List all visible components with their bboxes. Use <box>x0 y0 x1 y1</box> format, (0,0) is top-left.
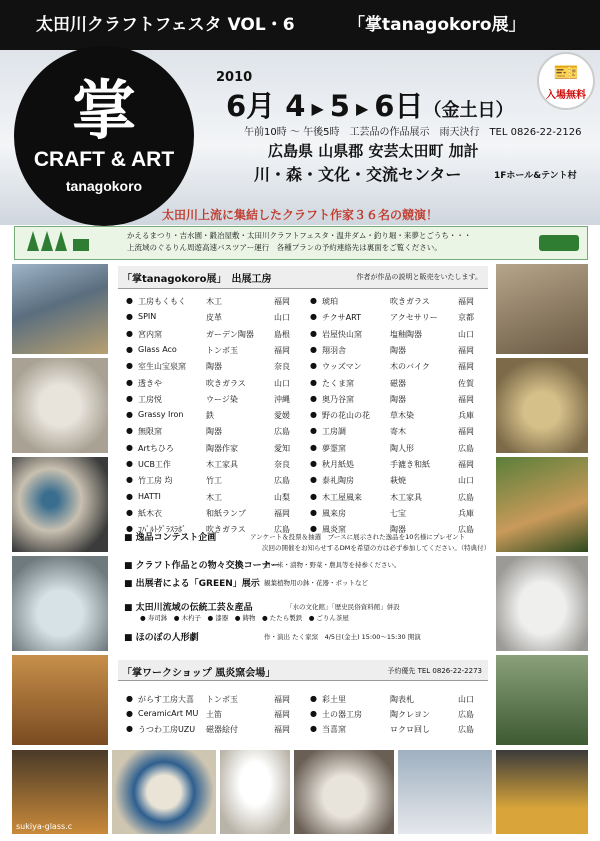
event-day1: 4 <box>285 89 306 123</box>
exhibitor-prefecture: 奈良 <box>274 362 290 372</box>
house-icon <box>73 239 89 251</box>
exhibitor-prefecture: 愛媛 <box>274 411 290 421</box>
event-item-detail: 作・演出 たく家窯 4/5日(金土) 15:00～15:30 開演 <box>264 633 421 641</box>
bullet-icon: ● <box>310 507 317 517</box>
exhibitor-craft: 鉄 <box>206 411 214 421</box>
exhibitor-name: Grassy Iron <box>138 410 184 420</box>
exhibitor-prefecture: 広島 <box>458 492 474 502</box>
bullet-icon: ● <box>126 344 133 354</box>
tour-info-bar <box>14 226 588 260</box>
event-item-detail: 観葉植物用の鉢・花器・ポットなど <box>264 579 368 587</box>
exhibitor-prefecture: 山口 <box>458 329 474 339</box>
bullet-icon: ● <box>126 507 133 517</box>
exhibitor-prefecture: 沖縄 <box>274 394 290 404</box>
exhibitor-name: 工房悦 <box>138 394 162 404</box>
free-admission-label: 入場無料 <box>546 90 586 101</box>
exhibitor-craft: 吹きガラス <box>390 297 430 306</box>
exhibitor-prefecture: 福岡 <box>458 345 474 355</box>
exhibitor-craft: 竹工 <box>206 476 222 486</box>
bullet-icon: ● <box>310 442 317 452</box>
exhibitor-prefecture: 福岡 <box>458 362 474 372</box>
square-bullet-icon: ■ <box>124 603 136 613</box>
exhibitor-prefecture: 広島 <box>458 525 474 535</box>
workshop-header <box>118 660 488 681</box>
exhibitor-craft: 皮革 <box>206 313 222 323</box>
event-item-detail: 「水の文化館」「歴史民俗資料館」併設 <box>286 603 400 611</box>
bullet-icon: ● <box>126 694 133 703</box>
exhibitor-craft: 木工家具 <box>206 460 238 469</box>
photo-glass-vases <box>398 750 492 834</box>
event-hours: 午前10時 ～ 午後5時 工芸品の作品展示 雨天決行 TEL 0826-22-2126 <box>244 127 582 138</box>
exhibitor-prefecture: 福岡 <box>458 297 474 306</box>
exhibitor-prefecture: 広島 <box>458 710 474 719</box>
photo-caption: sukiya-glass.c <box>16 822 73 831</box>
exhibitor-craft: ロクロ回し <box>390 725 430 734</box>
bullet-icon: ● <box>310 312 317 322</box>
exhibitors-note: 作者が作品の説明と販売をいたします。 <box>356 273 482 281</box>
tree-icon <box>27 231 39 251</box>
exhibition-title: 「掌tanagokoro展」 <box>348 15 526 35</box>
exhibitor-prefecture: 兵庫 <box>458 508 474 518</box>
bullet-icon: ● <box>126 709 133 718</box>
exhibitor-prefecture: 山梨 <box>274 492 290 502</box>
exhibitor-craft: 木工 <box>206 492 222 502</box>
bullet-icon: ● <box>126 410 133 420</box>
exhibitor-craft: 磁器 <box>390 378 406 388</box>
exhibitor-name: SPIN <box>138 312 157 322</box>
photo-lucky-cat <box>294 750 394 834</box>
event-item <box>124 576 260 589</box>
event-item <box>124 600 253 613</box>
bullet-icon: ● <box>126 361 133 371</box>
logo-kanji: 掌 <box>72 75 136 149</box>
exhibitor-name: 夢霊窯 <box>322 443 346 453</box>
exhibitor-name: 奥乃谷窯 <box>322 394 354 404</box>
exhibitor-name: 秋月紙処 <box>322 460 354 469</box>
event-item-title: ほのぼの人形劇 <box>135 633 199 643</box>
exhibitors-header <box>118 266 488 289</box>
free-admission-badge <box>537 52 595 110</box>
exhibitor-name: 風炎窯 <box>322 525 346 535</box>
exhibitor-name: 工房調 <box>322 427 346 437</box>
square-bullet-icon: ■ <box>124 561 136 571</box>
bullet-icon: ● <box>126 393 133 403</box>
exhibitor-name: 彩土里 <box>322 695 346 704</box>
photo-blue-dish <box>112 750 216 834</box>
exhibitor-craft: 陶器 <box>390 394 406 404</box>
exhibitor-prefecture: 島根 <box>274 329 290 339</box>
triangle-icon: ▶ <box>355 98 369 118</box>
exhibitor-craft: 萩焼 <box>390 476 406 486</box>
photo-ceramic-bowls <box>12 556 108 651</box>
exhibitor-name: CeramicArt MU <box>138 709 199 718</box>
event-item-title: 太田川流域の伝統工芸＆産品 <box>135 603 253 613</box>
bullet-icon: ● <box>126 328 133 338</box>
exhibitor-craft: 寄木 <box>390 427 406 437</box>
bullet-icon: ● <box>310 459 317 468</box>
event-item-detail-2: 次回の開催をお知らせするDMを希望の方は必ず参加してください。（特典付） <box>262 544 491 552</box>
workshop-title: 「掌ワークショップ 風炎窯会場」 <box>122 668 276 679</box>
bullet-icon: ● <box>310 694 317 703</box>
workshop-note: 予約優先 TEL 0826-22-2273 <box>387 667 482 675</box>
exhibitor-name: 岩屋快山窯 <box>322 329 362 339</box>
exhibitor-prefecture: 福岡 <box>458 394 474 404</box>
ticket-icon: 🎫 <box>553 60 579 84</box>
bullet-icon: ● <box>126 377 133 387</box>
photo-white-plate <box>496 556 588 651</box>
exhibitor-prefecture: 山口 <box>274 378 290 388</box>
event-address: 広島県 山県郡 安芸太田町 加計 <box>268 142 479 160</box>
tagline: 太田川上流に集結したクラフト作家３６名の競演！ <box>161 208 438 222</box>
exhibitor-name: Artちひろ <box>138 443 174 453</box>
bullet-icon: ● <box>310 724 317 733</box>
exhibitor-craft: トンボ玉 <box>206 695 238 704</box>
exhibitor-craft: 七宝 <box>390 508 406 518</box>
tree-icon <box>55 231 67 251</box>
event-dates <box>226 84 513 125</box>
exhibitor-name: 無限窯 <box>138 427 162 437</box>
exhibitor-prefecture: 福岡 <box>458 460 474 469</box>
bullet-icon: ● <box>126 524 133 534</box>
exhibitor-name: がらす工房大喜 <box>138 695 194 704</box>
exhibitor-prefecture: 広島 <box>274 427 290 437</box>
exhibitor-prefecture: 兵庫 <box>458 411 474 421</box>
exhibitor-craft: 陶器 <box>206 427 222 437</box>
exhibitor-craft: 手漉き和紙 <box>390 460 430 469</box>
exhibitor-prefecture: 広島 <box>458 443 474 453</box>
exhibitor-name: 透きや <box>138 378 162 388</box>
exhibitor-craft: 陶器 <box>206 362 222 372</box>
exhibitor-name: 翔羽舎 <box>322 345 346 355</box>
exhibitor-name: 当喜窯 <box>322 725 346 734</box>
event-year: 2010 <box>216 70 253 85</box>
exhibitor-craft: 陶人形 <box>390 443 414 453</box>
bullet-icon: ● <box>126 426 133 436</box>
exhibitor-prefecture: 広島 <box>274 525 290 535</box>
bullet-icon: ● <box>310 524 317 534</box>
exhibitor-name: 土の器工房 <box>322 710 362 719</box>
tour-info-line2: 上流域のぐるりん周遊高速バスツアー運行 各種プランの予約連絡先は裏面をご覧ください。 <box>127 243 442 252</box>
exhibitor-name: 琥珀 <box>322 297 338 306</box>
exhibitor-name: Glass Aco <box>138 344 177 354</box>
bullet-icon: ● <box>310 377 317 387</box>
exhibitor-prefecture: 福岡 <box>458 427 474 437</box>
festival-title: 太田川クラフトフェスタ VOL・6 <box>36 15 295 35</box>
exhibitor-name: 宮内窯 <box>138 329 162 339</box>
logo-tanagokoro: tanagokoro <box>65 178 143 194</box>
exhibitor-craft: 陶クレヨン <box>390 710 430 719</box>
exhibitor-prefecture: 京都 <box>458 313 474 323</box>
bullet-icon: ● <box>310 344 317 354</box>
bullet-icon: ● <box>126 459 133 468</box>
bullet-icon: ● <box>126 312 133 322</box>
exhibitor-craft: 土笛 <box>206 710 222 719</box>
exhibitor-prefecture: 広島 <box>458 725 474 734</box>
exhibitor-name: UCB工作 <box>138 460 171 469</box>
photo-bowl <box>496 358 588 453</box>
exhibitor-craft: 塩釉陶器 <box>390 329 422 339</box>
photo-wood-bike <box>496 457 588 552</box>
logo-craft-art: CRAFT & ART <box>33 148 175 171</box>
bullet-icon: ● <box>126 724 133 733</box>
bullet-icon: ● <box>126 442 133 452</box>
exhibitor-name: 泰礼陶房 <box>322 476 354 486</box>
bullet-icon: ● <box>310 410 317 420</box>
bullet-icon: ● <box>310 328 317 338</box>
exhibitor-craft: 陶器 <box>390 525 406 535</box>
exhibitor-prefecture: 福岡 <box>274 508 290 518</box>
exhibitor-name: 紙木衣 <box>138 508 162 518</box>
event-item-detail-2: ● 寿司鉢 ● 木杓子 ● 漆器 ● 鋳物 ● たたら製鉄 ● ごりん茶屋 <box>140 614 349 622</box>
square-bullet-icon: ■ <box>124 579 136 589</box>
photo-glass-items <box>12 750 108 834</box>
bullet-icon: ● <box>310 491 317 501</box>
bullet-icon: ● <box>310 709 317 718</box>
exhibitor-craft: 和紙ランプ <box>206 508 246 518</box>
exhibitor-prefecture: 山口 <box>458 476 474 486</box>
exhibitor-prefecture: 奈良 <box>274 460 290 469</box>
triangle-icon: ▶ <box>311 98 324 118</box>
exhibitor-craft: 木工家具 <box>390 492 422 502</box>
photo-necklaces <box>12 457 108 552</box>
exhibitor-craft: ガーデン陶器 <box>206 329 254 339</box>
exhibitor-name: 竹工房 均 <box>138 476 173 486</box>
exhibitor-craft: 草木染 <box>390 411 414 421</box>
event-hall: 1Fホール&テント村 <box>494 171 577 181</box>
exhibitor-prefecture: 福岡 <box>274 297 290 306</box>
bullet-icon: ● <box>126 296 133 305</box>
tour-info-text <box>127 230 471 254</box>
photo-wood-craft <box>12 655 108 745</box>
exhibitor-craft: アクセサリー <box>390 313 438 323</box>
bullet-icon: ● <box>310 393 317 403</box>
exhibitor-name: チクサART <box>322 313 362 323</box>
bullet-icon: ● <box>310 296 317 305</box>
exhibitor-name: ｺﾊﾞﾙﾄｸﾞﾗｽﾗﾎﾞ <box>138 525 186 535</box>
exhibitor-prefecture: 福岡 <box>274 725 290 734</box>
exhibitor-craft: 吹きガラス <box>206 378 246 388</box>
top-title-bar <box>0 0 600 50</box>
tree-icon <box>41 231 53 251</box>
event-item-title: 出展者による「GREEN」展示 <box>135 579 260 589</box>
event-item <box>124 558 280 571</box>
photo-exhibit-hall <box>496 264 588 354</box>
photo-lanterns <box>496 750 588 834</box>
exhibitor-prefecture: 広島 <box>274 476 290 486</box>
exhibitor-name: うつわ工房UZU <box>138 725 196 734</box>
exhibitors-title: 「掌tanagokoro展」 出展工房 <box>122 274 272 285</box>
exhibitor-craft: トンボ玉 <box>206 345 238 355</box>
exhibitor-prefecture: 山口 <box>274 313 290 323</box>
exhibitor-prefecture: 福岡 <box>274 345 290 355</box>
exhibitor-prefecture: 福岡 <box>274 710 290 719</box>
exhibitor-name: ウッズマン <box>322 362 362 372</box>
exhibitor-name: 工房もくもく <box>138 297 186 306</box>
exhibitor-craft: 陶器作家 <box>206 443 238 453</box>
event-item-detail: アンケート＆投票＆抽選 ブースに展示された逸品を10名様にプレゼント <box>250 533 466 541</box>
exhibitor-name: HATTI <box>138 491 161 501</box>
bullet-icon: ● <box>310 475 317 485</box>
exhibitor-prefecture: 佐賀 <box>458 378 474 388</box>
event-item-title: クラフト作品との物々交換コーナー <box>135 561 280 571</box>
exhibitor-prefecture: 山口 <box>458 695 474 704</box>
photo-glass-plate <box>12 358 108 453</box>
exhibitor-name: 室生山宝泉窯 <box>138 362 186 372</box>
photo-venue-tent <box>12 264 108 354</box>
event-month: 6月 <box>226 89 276 123</box>
exhibitor-name: たくま窯 <box>322 378 354 388</box>
photo-garden-pottery <box>496 655 588 745</box>
square-bullet-icon: ■ <box>124 633 136 643</box>
bullet-icon: ● <box>126 475 133 485</box>
bus-icon <box>539 235 579 251</box>
exhibitor-prefecture: 福岡 <box>274 695 290 704</box>
tour-info-line1: かえるまつり・吉水園・鍛冶屋敷・太田川クラフトフェスタ・温井ダム・釣り堀・来夢とごうち・・・ <box>127 231 472 240</box>
exhibitor-craft: 陶器 <box>390 345 406 355</box>
event-venue: 川・森・文化・交流センター <box>254 165 462 184</box>
bullet-icon: ● <box>310 361 317 371</box>
exhibitor-prefecture: 愛知 <box>274 443 290 453</box>
event-item-title: 逸品コンテスト企画 <box>135 533 217 543</box>
event-day2: 5 <box>329 89 350 123</box>
exhibitor-craft: 木工 <box>206 297 222 306</box>
exhibitor-craft: 吹きガラス <box>206 525 246 535</box>
exhibitor-name: 野の花山の花 <box>322 411 370 421</box>
exhibitor-name: 風来房 <box>322 508 346 518</box>
exhibitor-craft: 木のバイク <box>390 362 430 372</box>
photo-lamp <box>220 750 290 834</box>
bullet-icon: ● <box>126 491 133 501</box>
square-bullet-icon: ■ <box>124 533 136 543</box>
exhibitor-craft: 磁器絵付 <box>206 725 238 734</box>
event-day3: 6日 <box>374 89 424 123</box>
exhibitor-craft: 陶表札 <box>390 695 414 704</box>
exhibitor-name: 木工屋風来 <box>322 492 362 502</box>
event-item <box>124 530 216 543</box>
bullet-icon: ● <box>310 426 317 436</box>
exhibitor-craft: ウージ染 <box>206 394 238 404</box>
event-item-detail: 酒・米・漬物・野菜・農具等を持参ください。 <box>264 561 401 569</box>
logo <box>14 46 194 226</box>
event-item <box>124 630 199 643</box>
event-weekdays: （金土日） <box>423 100 514 121</box>
